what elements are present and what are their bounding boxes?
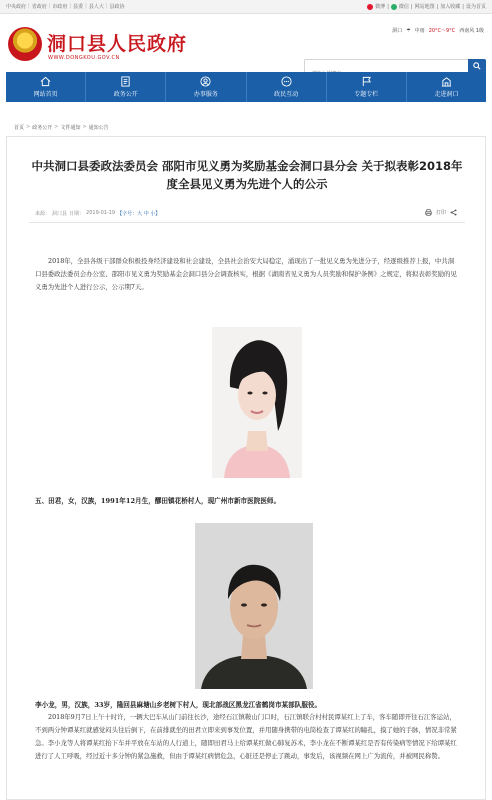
user-icon (200, 76, 211, 87)
chat-icon (281, 76, 292, 87)
nav-label: 网站首页 (33, 91, 58, 98)
weather-widget (392, 27, 484, 34)
search-icon (473, 62, 481, 70)
person-caption: 五、田君，女，汉族，1991年12月生，醪田镇花桥村人，现广州市新市医院医师。 (35, 497, 281, 505)
building-icon (441, 76, 452, 87)
separator: | (85, 3, 87, 9)
article-paragraph: 2018年，全县各级干部群众积极投身经济建设和社会建设，全县社会治安大局稳定，涌现出了一批见义勇为先进分子，经逐级推荐上报，中共洞口县委政法委员会办公室、邵阳市见义勇为奖励基金会洞口县分会调查核实，根据《湖南省见义勇为人员奖励和保护条例》之规定，将拟表彰奖励的见义勇为先进个人进行公示，公示期7天。 (35, 257, 457, 291)
document-icon (120, 76, 131, 87)
nav-item-home[interactable] (6, 72, 86, 102)
breadcrumb-gov-affairs[interactable]: 政务公开 (32, 125, 53, 131)
site-domain: WWW.DONGKOU.GOV.CN (48, 55, 120, 61)
weather-wind: 西南风 1级 (459, 28, 484, 34)
breadcrumb-home[interactable]: 首页 (14, 125, 25, 131)
nav-label: 政务公开 (113, 91, 138, 98)
nav-label: 办事服务 (193, 91, 218, 98)
top-link-sitemap[interactable]: 网站地图 (414, 4, 435, 10)
print-icon[interactable] (425, 209, 432, 216)
top-link-county-cppcc[interactable]: 县政协 (109, 4, 125, 10)
nav-label: 专题专栏 (354, 91, 379, 98)
top-link-city-gov[interactable]: 市政府 (52, 4, 68, 10)
search-box (304, 59, 486, 73)
separator: | (69, 3, 72, 9)
weather-location: 洞口 (392, 28, 403, 34)
portrait-photo-tian-jun (212, 327, 302, 478)
site-title[interactable]: 洞口县人民政府 (47, 33, 188, 55)
rain-icon: ☂ (406, 27, 411, 34)
top-links-left (6, 3, 125, 10)
top-link-province-gov[interactable]: 省政府 (31, 4, 47, 10)
top-links-right (367, 3, 486, 10)
breadcrumb-separator: > (54, 124, 59, 130)
home-icon (40, 76, 51, 87)
article-date: 2019-01-19 (86, 210, 116, 216)
nav-item-services[interactable] (166, 72, 246, 102)
nav-label: 走进洞口 (434, 91, 459, 98)
top-link-weibo[interactable]: 微博 (375, 4, 386, 10)
article-source: 洞口县 (52, 211, 68, 217)
portrait-illustration (195, 523, 313, 689)
nav-item-about[interactable] (407, 72, 486, 102)
breadcrumb-announcements[interactable]: 通知公告 (88, 125, 109, 131)
separator: | (105, 3, 108, 9)
top-link-favorite[interactable]: 加入收藏 (440, 4, 461, 10)
wechat-icon[interactable] (391, 4, 397, 10)
breadcrumb (14, 124, 109, 131)
top-link-homepage[interactable]: 设为首页 (465, 4, 486, 10)
top-link-wechat[interactable]: 微信 (398, 4, 409, 10)
breadcrumb-notices[interactable]: 文件通知 (60, 125, 81, 131)
weather-temperature: 20°C～9°C (428, 28, 456, 34)
nav-item-gov-affairs[interactable] (86, 72, 166, 102)
weibo-icon[interactable] (367, 4, 373, 10)
separator: | (387, 3, 389, 10)
breadcrumb-separator: > (26, 124, 31, 130)
nav-item-interaction[interactable] (247, 72, 327, 102)
search-button[interactable] (468, 59, 486, 73)
article-container (6, 136, 486, 800)
article-title: 中共洞口县委政法委员会 邵阳市见义勇为奖励基金会洞口县分会 关于拟表彰2018年度全县见义勇为先进个人的公示 (31, 159, 463, 191)
national-emblem-icon (8, 27, 42, 61)
portrait-photo-li-xiaolong (195, 523, 313, 689)
weather-condition: 中雨 (414, 28, 425, 34)
person-caption: 李小龙，男，汉族，33岁，隆回县麻塘山乡老树下村人，现北部战区黑龙江省鹤岗市某部队服役。 (35, 701, 322, 709)
meta-divider (29, 222, 465, 223)
article-tools (425, 209, 457, 216)
nav-item-topics[interactable] (327, 72, 407, 102)
separator: | (48, 3, 51, 9)
separator: | (436, 3, 439, 10)
nav-label: 政民互动 (274, 91, 299, 98)
top-link-county-npc[interactable]: 县人大 (88, 4, 104, 10)
article-paragraph: 2018年9月7日上午十时许，一辆大巴车从山门前往长沙，途经石江镇鞍山门口时，石江镇联合村村民谭某红上了车，客车随即开往石江客运站，不到两分钟谭某红就感觉闷头往后倒下，在前排就坐的田君立即来到事发位置，并用随身携带的电筒检查了谭某红的瞳孔，摸了她的手脉，情况非常紧急。李小龙等人将谭某红抬下车并平放在车站的人行道上，随即田君马上给谭某红做心肺复苏术，李小龙在不断谭某红是否有传染病等情况下给谭某红进行了人工呼吸，经过近十多分钟的紧急施救，但由于谭某红病情危急，心脏还是停止了跳动，事发后，该视频在网上广为流传，并被网民称赞。 (35, 713, 457, 760)
top-link-county-committee[interactable]: 县委 (73, 4, 84, 10)
font-size-switcher[interactable]: 【字号：大 中 小】 (117, 211, 161, 217)
separator: | (462, 3, 464, 10)
flag-icon (361, 76, 372, 87)
site-header (0, 15, 492, 69)
main-nav (6, 72, 486, 102)
share-icon[interactable] (450, 209, 457, 216)
separator: | (410, 3, 413, 10)
separator: | (28, 3, 30, 9)
article-meta (35, 210, 160, 217)
source-label: 来源： (35, 211, 51, 217)
breadcrumb-separator: > (82, 124, 87, 130)
portrait-illustration (212, 327, 302, 478)
print-button[interactable]: 打印 (435, 210, 446, 216)
top-link-central-gov[interactable]: 中央政府 (6, 4, 27, 10)
date-label: 日期： (69, 211, 85, 217)
top-utility-bar (0, 0, 492, 14)
